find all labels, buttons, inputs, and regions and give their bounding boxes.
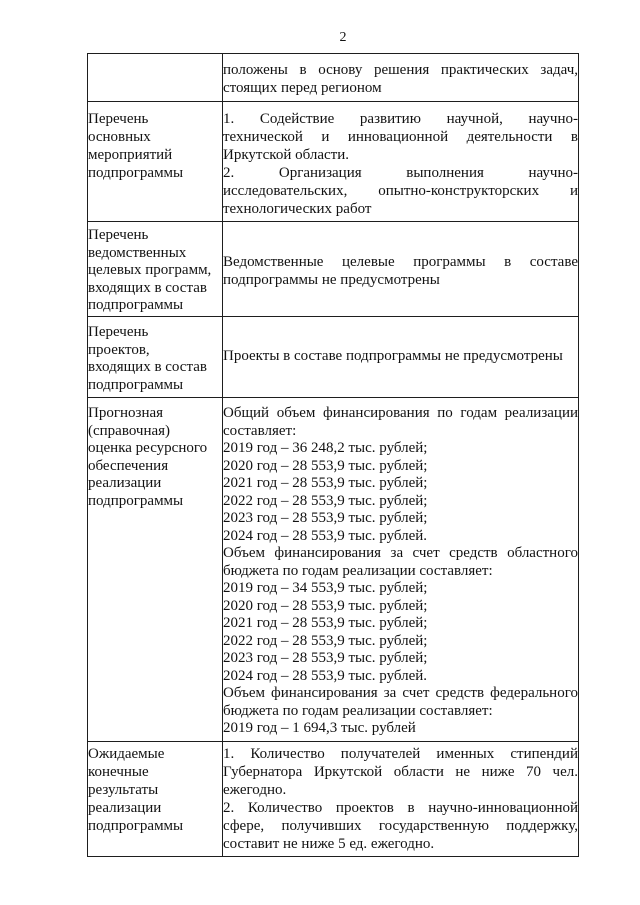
label-line: реализации xyxy=(88,800,162,816)
funding-year-line: 2021 год – 28 553,9 тыс. рублей; xyxy=(223,475,428,491)
label-line: входящих в состав xyxy=(88,359,207,376)
label-line: обеспечения xyxy=(88,457,169,474)
label-line: подпрограммы xyxy=(88,818,184,834)
text-line: 1. Содействие развитию научной, научно- xyxy=(223,111,578,127)
content-cell xyxy=(223,398,579,742)
funding-year-line: 2019 год – 1 694,3 тыс. рублей xyxy=(223,720,416,736)
label-line: (справочная) xyxy=(88,422,171,439)
label-line: Ожидаемые xyxy=(88,746,165,762)
funding-heading-line: бюджета по годам реализации составляет: xyxy=(223,562,493,579)
label-line: подпрограммы xyxy=(88,297,184,314)
label-cell xyxy=(88,102,223,222)
label-cell xyxy=(88,222,223,317)
label-cell xyxy=(88,54,223,102)
document-table xyxy=(87,53,579,857)
funding-year-line: 2023 год – 28 553,9 тыс. рублей; xyxy=(223,510,428,526)
text-line: технической и инновационной деятельности в xyxy=(223,129,578,145)
page-number: 2 xyxy=(339,30,347,45)
funding-heading-line: Объем финансирования за счет средств федерального xyxy=(223,685,578,701)
funding-year-line: 2020 год – 28 553,9 тыс. рублей; xyxy=(223,457,428,474)
content-cell xyxy=(223,317,579,398)
text-line: Иркутской области. xyxy=(223,147,349,163)
funding-year-line: 2022 год – 28 553,9 тыс. рублей; xyxy=(223,632,428,649)
label-line: подпрограммы xyxy=(88,492,184,509)
label-line: реализации xyxy=(88,475,162,491)
text-line: Ведомственные целевые программы в составе xyxy=(223,254,578,271)
funding-year-line: 2022 год – 28 553,9 тыс. рублей; xyxy=(223,492,428,509)
content-cell xyxy=(223,222,579,317)
label-line: результаты xyxy=(88,782,159,798)
funding-heading-line: составляет: xyxy=(223,422,297,439)
label-line: подпрограммы xyxy=(88,376,184,393)
row-projects xyxy=(88,317,579,398)
funding-year-line: 2020 год – 28 553,9 тыс. рублей; xyxy=(223,597,428,614)
text-line: стоящих перед регионом xyxy=(223,79,382,96)
label-line: Перечень xyxy=(88,111,149,127)
content-cell xyxy=(223,102,579,222)
label-line: ведомственных xyxy=(88,244,187,261)
funding-year-line: 2024 год – 28 553,9 тыс. рублей. xyxy=(223,527,428,544)
row-expected-results xyxy=(88,742,579,857)
funding-year-line: 2024 год – 28 553,9 тыс. рублей. xyxy=(223,667,428,684)
label-line: Прогнозная xyxy=(88,405,164,421)
content-cell xyxy=(223,54,579,102)
funding-year-line: 2019 год – 34 553,9 тыс. рублей; xyxy=(223,580,428,596)
text-line: 2. Количество проектов в научно-инновационной xyxy=(223,800,578,816)
text-line: составит не ниже 5 ед. ежегодно. xyxy=(223,836,435,852)
text-line: сфере, получивших государственную поддержку, xyxy=(223,818,578,834)
text-line: технологических работ xyxy=(223,201,372,217)
text-line: подпрограммы не предусмотрены xyxy=(223,272,440,288)
funding-year-line: 2019 год – 36 248,2 тыс. рублей; xyxy=(223,440,428,456)
text-line: положены в основу решения практических задач, xyxy=(223,62,578,78)
label-line: конечные xyxy=(88,764,149,780)
label-line: Перечень xyxy=(88,324,149,340)
label-line: основных xyxy=(88,129,151,145)
funding-heading-line: Общий объем финансирования по годам реализации xyxy=(223,405,578,421)
row-resource-estimate xyxy=(88,398,579,742)
label-line: Перечень xyxy=(88,227,149,243)
label-line: входящих в состав xyxy=(88,279,207,296)
funding-heading-line: Объем финансирования за счет средств областного xyxy=(223,545,578,561)
text-line: 2. Организация выполнения научно- xyxy=(223,165,578,181)
funding-heading-line: бюджета по годам реализации составляет: xyxy=(223,702,493,719)
text-line: исследовательских, опытно-конструкторских и xyxy=(223,183,578,199)
label-line: оценка ресурсного xyxy=(88,440,208,456)
label-line: мероприятий xyxy=(88,147,173,163)
row-continuation xyxy=(88,54,579,102)
label-line: проектов, xyxy=(88,341,150,358)
label-cell xyxy=(88,398,223,742)
text-line: ежегодно. xyxy=(223,782,287,798)
text-line: Губернатора Иркутской области не ниже 70 чел. xyxy=(223,764,578,780)
text-line: 1. Количество получателей именных стипендий xyxy=(223,746,578,762)
text-line: Проекты в составе подпрограммы не предусмотрены xyxy=(223,348,563,365)
row-main-activities xyxy=(88,102,579,222)
row-departmental-programs xyxy=(88,222,579,317)
funding-year-line: 2021 год – 28 553,9 тыс. рублей; xyxy=(223,615,428,631)
funding-year-line: 2023 год – 28 553,9 тыс. рублей; xyxy=(223,650,428,666)
label-cell xyxy=(88,317,223,398)
label-cell xyxy=(88,742,223,857)
label-line: целевых программ, xyxy=(88,262,212,279)
label-line: подпрограммы xyxy=(88,165,184,181)
content-cell xyxy=(223,742,579,857)
